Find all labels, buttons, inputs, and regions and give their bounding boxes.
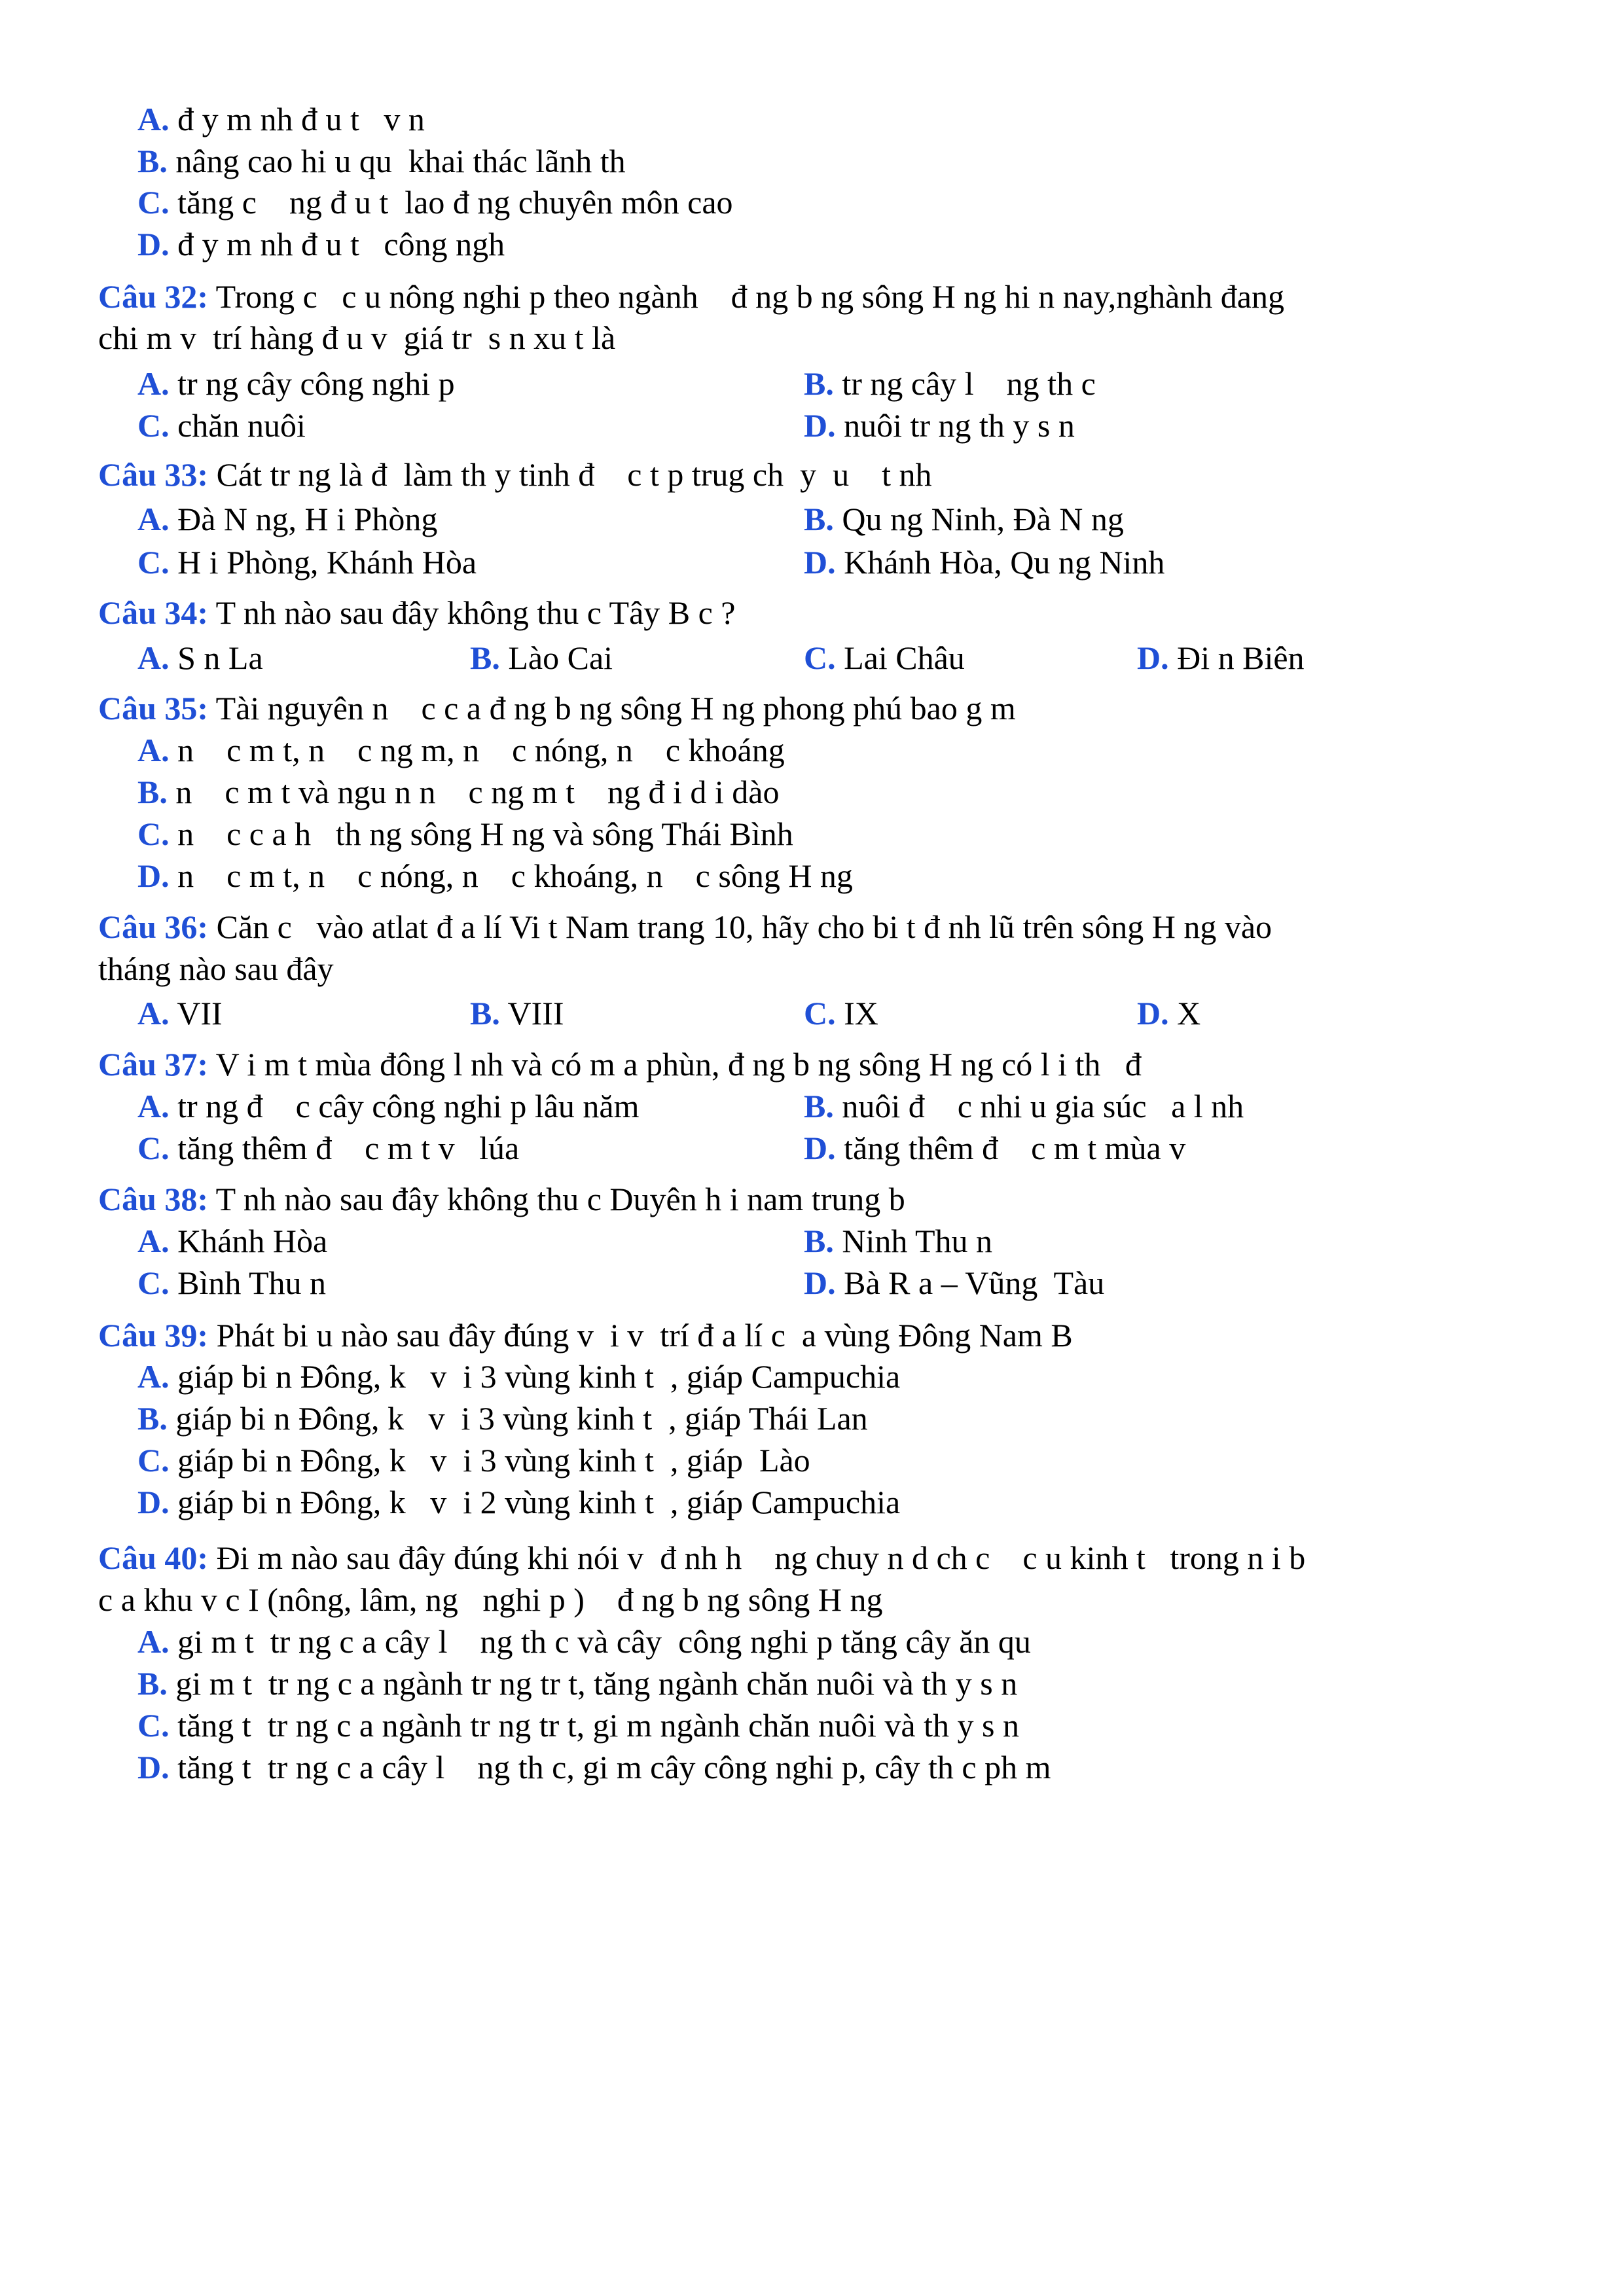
option-row: [1137, 638, 1305, 677]
question-text: T nh nào sau đây không thu c Duyên h i nam trung b: [208, 1181, 905, 1217]
option-label: D.: [137, 1484, 170, 1520]
option-label: B.: [470, 995, 500, 1031]
question-text: Trong c c u nông nghi p theo ngành đ ng b ng sông H ng hi n nay,nghành đang: [208, 278, 1284, 315]
option-row: [804, 994, 878, 1033]
option-label: A.: [137, 1358, 170, 1395]
option-text: tăng t tr ng c a ngành tr ng tr t, gi m ngành chăn nuôi và th y s n: [177, 1707, 1019, 1744]
option-row: [137, 543, 477, 582]
question-stem: [98, 689, 1016, 728]
option-label: C.: [137, 184, 170, 221]
option-row: [137, 141, 626, 181]
option-label: A.: [137, 995, 170, 1031]
option-text: X: [1177, 995, 1201, 1031]
option-text: Khánh Hòa: [177, 1223, 328, 1259]
option-row: [137, 499, 437, 539]
option-row: [137, 183, 733, 222]
option-row: [804, 1221, 992, 1261]
option-row: [137, 772, 779, 812]
option-row: [137, 1748, 1051, 1787]
option-text: n c m t, n c ng m, n c nóng, n c khoáng: [177, 732, 785, 768]
option-label: C.: [137, 1130, 170, 1166]
option-text: đ y m nh đ u t v n: [177, 101, 425, 137]
question-stem: [98, 1045, 1142, 1084]
option-row: [137, 99, 425, 139]
option-label: C.: [137, 1265, 170, 1301]
option-row: [137, 1399, 868, 1438]
option-text: giáp bi n Đông, k v i 3 vùng kinh t , giáp Thái Lan: [175, 1400, 868, 1437]
option-label: D.: [804, 544, 836, 581]
option-row: [804, 1128, 1185, 1168]
option-row: [137, 364, 455, 403]
option-row: [137, 1664, 1017, 1703]
option-text: đ y m nh đ u t công ngh: [177, 226, 505, 262]
option-row: [804, 1086, 1244, 1126]
question-stem: [98, 1179, 905, 1219]
option-label: D.: [137, 226, 170, 262]
option-text: Ninh Thu n: [842, 1223, 992, 1259]
question-stem: [98, 455, 932, 494]
question-label: Câu 40:: [98, 1539, 209, 1576]
option-label: D.: [137, 1749, 170, 1785]
option-text: nuôi tr ng th y s n: [844, 407, 1075, 444]
option-label: B.: [137, 1400, 168, 1437]
option-label: A.: [137, 732, 170, 768]
question-stem: [98, 1538, 1305, 1577]
option-text: tr ng đ c cây công nghi p lâu năm: [177, 1088, 640, 1124]
question-label: Câu 38:: [98, 1181, 209, 1217]
option-label: D.: [804, 407, 836, 444]
option-row: [137, 406, 306, 445]
option-label: C.: [137, 1442, 170, 1479]
option-label: C.: [137, 816, 170, 852]
option-label: C.: [804, 995, 836, 1031]
option-label: B.: [804, 1223, 834, 1259]
question-stem: [98, 277, 1284, 316]
option-text: Lai Châu: [844, 639, 965, 676]
option-label: D.: [804, 1130, 836, 1166]
option-label: B.: [804, 1088, 834, 1124]
question-text: Cát tr ng là đ làm th y tinh đ c t p trug ch y u t nh: [208, 456, 932, 493]
option-row: [804, 1263, 1104, 1302]
option-text: S n La: [177, 639, 263, 676]
option-text: gi m t tr ng c a cây l ng th c và cây công nghi p tăng cây ăn qu: [177, 1623, 1031, 1660]
question-stem-cont: chi m v trí hàng đ u v giá tr s n xu t là: [98, 319, 616, 356]
question-text: Đi m nào sau đây đúng khi nói v đ nh h ng chuy n d ch c c u kinh t trong n i b: [208, 1539, 1306, 1576]
option-row: [137, 1128, 519, 1168]
option-text: n c m t, n c nóng, n c khoáng, n c sông H ng: [177, 857, 853, 894]
option-text: tr ng cây công nghi p: [177, 365, 455, 402]
option-label: D.: [804, 1265, 836, 1301]
question-text: Tài nguyên n c c a đ ng b ng sông H ng phong phú bao g m: [208, 690, 1016, 726]
option-row: [804, 543, 1164, 582]
option-label: C.: [137, 544, 170, 581]
question-label: Câu 37:: [98, 1046, 209, 1083]
option-label: B.: [137, 1665, 168, 1702]
option-row: [137, 1706, 1019, 1745]
option-row: [137, 814, 793, 853]
option-row: [137, 1482, 900, 1522]
option-text: Khánh Hòa, Qu ng Ninh: [844, 544, 1165, 581]
option-text: H i Phòng, Khánh Hòa: [177, 544, 477, 581]
question-label: Câu 33:: [98, 456, 209, 493]
option-label: A.: [137, 639, 170, 676]
question-text: T nh nào sau đây không thu c Tây B c ?: [208, 594, 736, 631]
option-label: B.: [137, 143, 168, 179]
option-label: B.: [137, 774, 168, 810]
option-label: D.: [1137, 995, 1169, 1031]
option-row: [137, 1086, 639, 1126]
option-row: [137, 1357, 900, 1396]
option-row: [470, 638, 613, 677]
option-label: B.: [804, 365, 834, 402]
option-row: [804, 406, 1075, 445]
option-text: chăn nuôi: [177, 407, 306, 444]
question-text: Phát bi u nào sau đây đúng v i v trí đ a lí c a vùng Đông Nam B: [208, 1317, 1073, 1354]
option-label: A.: [137, 1223, 170, 1259]
option-row: [804, 638, 965, 677]
option-row: [137, 1622, 1031, 1661]
question-label: Câu 32:: [98, 278, 209, 315]
question-label: Câu 36:: [98, 908, 209, 945]
option-label: A.: [137, 1088, 170, 1124]
option-text: Đi n Biên: [1177, 639, 1305, 676]
option-label: B.: [470, 639, 500, 676]
question-stem: [98, 593, 736, 632]
question-text: Căn c vào atlat đ a lí Vi t Nam trang 10, hãy cho bi t đ nh lũ trên sông H ng vào: [208, 908, 1272, 945]
question-label: Câu 39:: [98, 1317, 209, 1354]
option-label: D.: [1137, 639, 1169, 676]
option-text: giáp bi n Đông, k v i 3 vùng kinh t , giáp Lào: [177, 1442, 810, 1479]
option-row: [137, 994, 223, 1033]
option-row: [137, 730, 785, 770]
option-text: giáp bi n Đông, k v i 3 vùng kinh t , giáp Campuchia: [177, 1358, 901, 1395]
question-label: Câu 35:: [98, 690, 209, 726]
option-text: IX: [844, 995, 878, 1031]
option-row: [470, 994, 564, 1033]
option-text: tăng t tr ng c a cây l ng th c, gi m cây công nghi p, cây th c ph m: [177, 1749, 1051, 1785]
option-text: n c m t và ngu n n c ng m t ng đ i d i dào: [175, 774, 780, 810]
option-row: [137, 1221, 327, 1261]
option-text: tăng thêm đ c m t v lúa: [177, 1130, 520, 1166]
option-text: VIII: [507, 995, 564, 1031]
question-label: Câu 34:: [98, 594, 209, 631]
option-row: [137, 1441, 810, 1480]
option-row: [137, 224, 505, 264]
option-text: giáp bi n Đông, k v i 2 vùng kinh t , giáp Campuchia: [177, 1484, 901, 1520]
option-label: A.: [137, 501, 170, 537]
option-text: Bà R a – Vũng Tàu: [844, 1265, 1105, 1301]
question-stem: [98, 1316, 1073, 1355]
option-text: Bình Thu n: [177, 1265, 326, 1301]
option-text: tăng c ng đ u t lao đ ng chuyên môn cao: [177, 184, 733, 221]
option-label: B.: [804, 501, 834, 537]
option-label: C.: [137, 407, 170, 444]
option-row: [804, 364, 1096, 403]
question-text: V i m t mùa đông l nh và có m a phùn, đ ng b ng sông H ng có l i th đ: [208, 1046, 1142, 1083]
option-row: [804, 499, 1124, 539]
option-label: A.: [137, 1623, 170, 1660]
option-text: Qu ng Ninh, Đà N ng: [842, 501, 1124, 537]
option-text: tr ng cây l ng th c: [842, 365, 1096, 402]
question-stem-cont: tháng nào sau đây: [98, 950, 334, 987]
option-label: D.: [137, 857, 170, 894]
option-label: A.: [137, 365, 170, 402]
option-label: C.: [804, 639, 836, 676]
option-row: [137, 856, 853, 895]
option-row: [137, 1263, 326, 1302]
option-text: Lào Cai: [508, 639, 613, 676]
option-text: VII: [177, 995, 223, 1031]
option-row: [137, 638, 263, 677]
option-text: nuôi đ c nhi u gia súc a l nh: [842, 1088, 1244, 1124]
question-stem: [98, 907, 1272, 946]
option-text: tăng thêm đ c m t mùa v: [844, 1130, 1186, 1166]
question-stem-cont: c a khu v c I (nông, lâm, ng nghi p ) đ ng b ng sông H ng: [98, 1581, 883, 1618]
option-label: C.: [137, 1707, 170, 1744]
option-text: Đà N ng, H i Phòng: [177, 501, 438, 537]
option-text: gi m t tr ng c a ngành tr ng tr t, tăng ngành chăn nuôi và th y s n: [175, 1665, 1018, 1702]
option-row: [1137, 994, 1200, 1033]
option-text: nâng cao hi u qu khai thác lãnh th: [175, 143, 626, 179]
option-text: n c c a h th ng sông H ng và sông Thái Bình: [177, 816, 793, 852]
option-label: A.: [137, 101, 170, 137]
